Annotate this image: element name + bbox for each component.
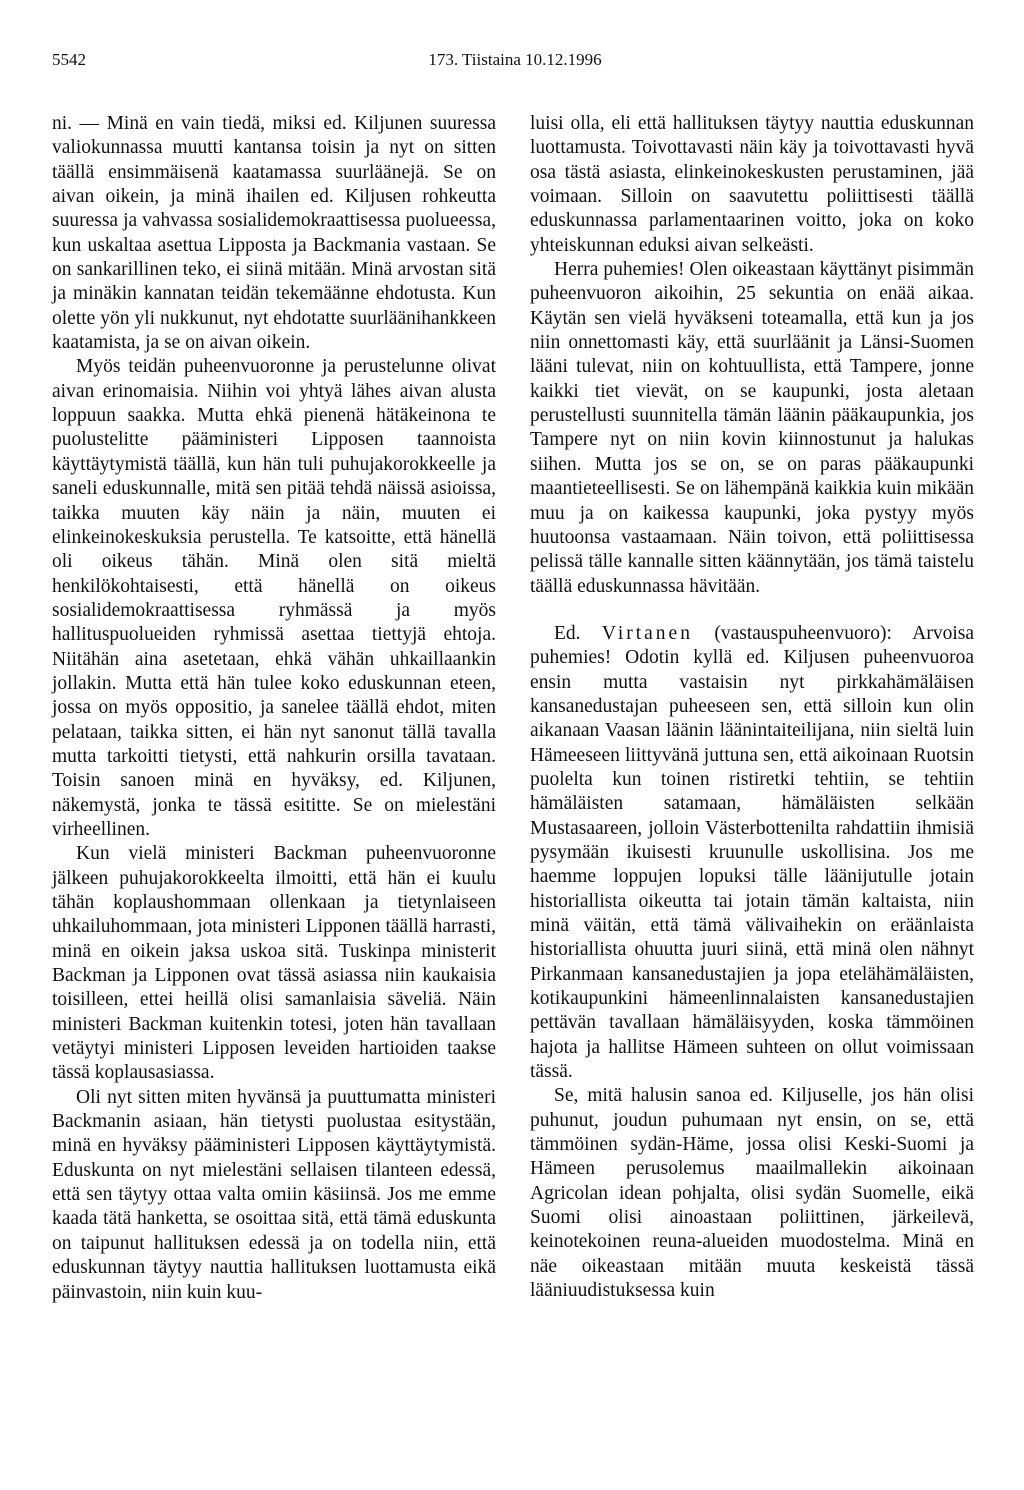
speech-paragraph [530,622,974,1085]
page-number: 5542 [52,50,86,69]
speaker-name: Virtanen [601,622,693,644]
paragraph: Oli nyt sitten miten hyvänsä ja puuttumatta ministeri Backmanin asiaan, hän tietysti puolustaa esitystään, minä en hyväksy pääministeri Lipposen käyttäytymistä. Eduskunta on nyt mielestäni sellaisen tilanteen edessä, että sen täytyy ottaa valta omiin käsiinsä. Jos me emme kaada tätä hanketta, se osoittaa sitä, että tämä eduskunta on taipunut hallituksen edessä ja on todella niin, että eduskunnan täytyy nauttia hallituksen luottamusta eikä päinvastoin, niin kuin kuu- [52,1086,496,1303]
paragraph: Herra puhemies! Olen oikeastaan käyttänyt pisimmän puheenvuoron aikoihin, 25 sekuntia on enää aikaa. Käytän sen vielä hyväkseni toteamalla, että kun ja jos niin onnettomasti käy, että suurläänit ja Länsi-Suomen lääni tulevat, niin on kohtuullista, että Tampere, jonne kaikki tiet vievät, on se kaupunki, josta aletaan perustellusti suunnitella tämän läänin pääkaupunkia, jos Tampere nyt on niin kovin kiinnostunut ja halukas siihen. Mutta jos se on, se on paras pääkaupunki maantieteellisesti. Se on lähempänä kaikkia kuin mikään muu ja on kaikessa kaupunki, joka pystyy myös huutoonsa vastaamaan. Näin toivon, että poliittisessa pelissä tälle kannalle sitten käännytään, jos tämä taistelu täällä eduskunnassa hävitään. [530,259,974,597]
paragraph: luisi olla, eli että hallituksen täytyy nauttia eduskunnan luottamusta. Toivottavasti näin käy ja toivottavasti hyvä osa tästä asiasta, elinkeinokeskusten perustaminen, jää voimaan. Silloin on saavutettu poliittisesti täällä eduskunnassa parlamentaarinen voitto, joka on koko yhteiskunnan eduksi aivan selkeästi. [530,113,974,256]
speaker-prefix: Ed. [554,622,581,644]
speech-text: Arvoisa puhemies! Odotin kyllä ed. Kiljusen puheenvuoroa ensin mutta vastaisin nyt pirkkahämäläisen kansanedustajan puheeseen sen, että silloin kun olin aikanaan Vaasan läänin läänintaiteilijana, niin sieltä luin Hämeeseen liittyvänä juttuna sen, että aikoinaan Ruotsin puolelta kun toinen ristiretki tehtiin, se tehtiin hämäläisten satamaan, hämäläisten selkään Mustasaareen, jolloin Västerbottenilta rahdattiin ihmisiä pysymään ikuisesti kruunulle uskollisina. Jos me haemme loppujen lopuksi tälle läänijutulle jotain historiallista oikeutta tai jotain tämän kaltaista, niin minä väitän, että tämä välivaihekin on eräänlaista historiallista ohuutta juuri siinä, että minä olen nähnyt Pirkanmaan kansanedustajien ja jopa etelähämäläisten, kotikaupunkini hämeenlinnalaisten kansanedustajien pettävän tavallaan hämäläisyyden, koska tämmöinen hajota ja hallitse Hämeen suhteen on ollut voimissaan tässä. [530,622,974,1083]
paragraph: Myös teidän puheenvuoronne ja perustelunne olivat aivan erinomaisia. Niihin voi yhtyä lähes aivan alusta loppuun saakka. Mutta ehkä pienenä hätäkeinona te puolustelitte pääministeri Lipposen taannoista käyttäytymistä täällä, kun hän tuli puhujakorokkeelle ja saneli eduskunnalle, mitä sen pitää tehdä näissä asioissa, taikka muuten käy näin ja näin, muuten ei elinkeinokeskuksia perustella. Te katsoitte, että hänellä oli oikeus tähän. Minä olen sitä mieltä henkilökohtaisesti, että hänellä on oikeus sosialidemokraattisessa ryhmässä ja myös hallituspuolueiden ryhmissä asettaa tiettyjä ehtoja. Niitähän aina asetetaan, ehkä vähän uhkaillaankin jollakin. Mutta että hän tulee koko eduskunnan eteen, jossa on myös oppositio, ja sanelee täällä ehdot, miten pelataan, taikka sitten, ei hän nyt sanonut tällä tavalla mutta tarkoitti tietysti, että nahkurin orsilla tavataan. Toisin sanoen minä en hyväksy, ed. Kiljunen, näkemystä, jonka te tässä esititte. Se on mielestäni virheellinen. [52,356,496,840]
speaker-role: (vastauspuheenvuoro): [714,622,892,644]
running-head: 173. Tiistaina 10.12.1996 [428,50,602,69]
left-column [52,112,496,1305]
right-column [530,112,974,1304]
paragraph: Kun vielä ministeri Backman puheenvuoronne jälkeen puhujakorokkeelta ilmoitti, että hän ei kuulu tähän koplaushommaan ollenkaan ja tietynlaiseen uhkailuhommaan, jota ministeri Lipponen täällä harrasti, minä en oikein jaksa uskoa sitä. Tuskinpa ministerit Backman ja Lipponen ovat tässä asiassa niin kaukaisia toisilleen, ettei heillä olisi samanlaisia säveliä. Näin ministeri Backman kuitenkin totesi, joten hän tavallaan vetäytyi ministeri Lipposen leveiden hartioiden taakse tässä koplausasiassa. [52,843,496,1084]
paragraph: ni. — Minä en vain tiedä, miksi ed. Kiljunen suuressa valiokunnassa muutti kantansa toisin ja nyt on sitten täällä ensimmäisenä kaatamassa suurläänejä. Se on aivan oikein, ja minä ihailen ed. Kiljusen rohkeutta suuressa ja vahvassa sosialidemokraattisessa puolueessa, kun uskaltaa asettua Lipposta ja Backmania vastaan. Se on sankarillinen teko, ei siinä mitään. Minä arvostan sitä ja minäkin kannatan teidän tekemäänne ehdotusta. Kun olette yön yli nukkunut, nyt ehdotatte suurläänihankkeen kaatamista, ja se on aivan oikein. [52,113,496,354]
paragraph: Se, mitä halusin sanoa ed. Kiljuselle, jos hän olisi puhunut, joudun puhumaan nyt ensin, on se, että tämmöinen sydän-Häme, jossa olisi Keski-Suomi ja Hämeen perusolemus maailmallekin aikoinaan Agricolan idean pohjalta, olisi sydän Suomelle, eikä Suomi olisi ainoastaan poliittinen, järkeilevä, keinotekoinen reuna-alueiden muodostelma. Minä en näe oikeastaan mitään muuta keskeistä tässä lääniuudistuksessa kuin [530,1085,974,1302]
page-header [52,50,978,74]
